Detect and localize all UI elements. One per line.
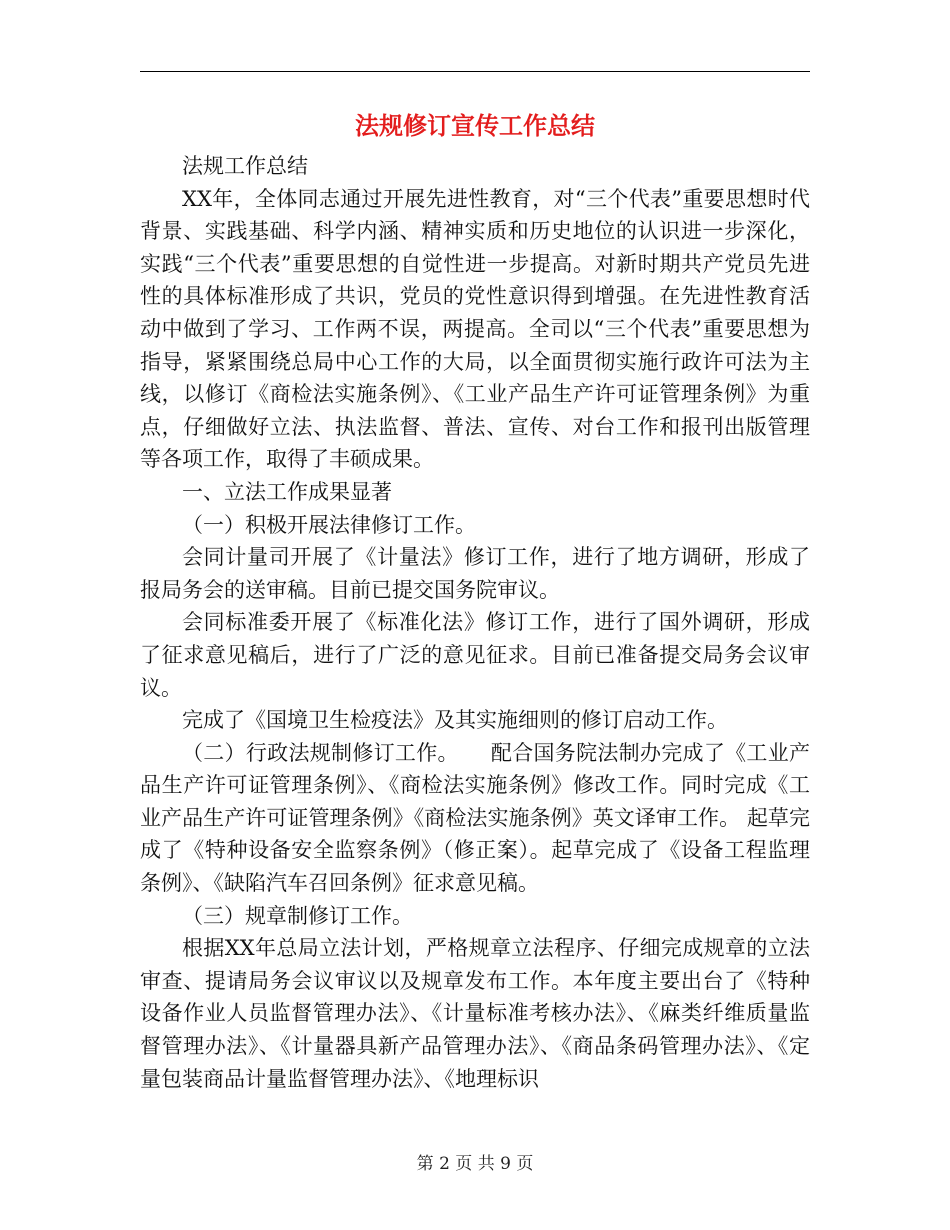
subsection-heading: （一）积极开展法律修订工作。 <box>182 512 476 537</box>
paragraph-subtitle: 法规工作总结 <box>182 154 308 178</box>
paragraph: （二）行政法规制修订工作。 配合国务院法制办完成了《工业产品生产许可证管理条例》、《商检法实施条例》修改工作。同时完成《工业产品生产许可证管理条例》《商检法实施条例》英文译审工作。 起草完成了《特种设备安全监察条例》（修正案）。起草完成了《设备工程监理条例》、《缺陷汽车召回条例》征求意见稿。 <box>140 740 810 896</box>
document-title: 法规修订宣传工作总结 <box>355 111 595 140</box>
subsection-heading: （三）规章制修订工作。 <box>182 903 413 928</box>
paragraph: 完成了《国境卫生检疫法》及其实施细则的修订启动工作。 <box>182 708 728 733</box>
paragraph: 会同标准委开展了《标准化法》修订工作，进行了国外调研，形成了征求意见稿后，进行了广泛的意见征求。目前已准备提交局务会议审议。 <box>140 610 810 700</box>
paragraph: 会同计量司开展了《计量法》修订工作，进行了地方调研，形成了报局务会的送审稿。目前已提交国务院审议。 <box>140 545 810 602</box>
page-number-footer: 第 2 页 共 9 页 <box>416 1154 534 1174</box>
document-body <box>140 150 810 1095</box>
header-rule <box>140 71 810 72</box>
section-heading: 一、立法工作成果显著 <box>182 479 392 504</box>
paragraph: 根据XX年总局立法计划，严格规章立法程序、仔细完成规章的立法审查、提请局务会议审议以及规章发布工作。本年度主要出台了《特种设备作业人员监督管理办法》、《计量标准考核办法》、《麻类纤维质量监督管理办法》、《计量器具新产品管理办法》、《商品条码管理办法》、《定量包装商品计量监督管理办法》、《地理标识 <box>140 936 810 1091</box>
paragraph: XX年，全体同志通过开展先进性教育，对“三个代表”重要思想时代背景、实践基础、科学内涵、精神实质和历史地位的认识进一步深化，实践“三个代表”重要思想的自觉性进一步提高。对新时期共产党员先进性的具体标准形成了共识，党员的党性意识得到增强。在先进性教育活动中做到了学习、工作两不误，两提高。全司以“三个代表”重要思想为指导，紧紧围绕总局中心工作的大局，以全面贯彻实施行政许可法为主线，以修订《商检法实施条例》、《工业产品生产许可证管理条例》为重点，仔细做好立法、执法监督、普法、宣传、对台工作和报刊出版管理等各项工作，取得了丰硕成果。 <box>140 186 810 472</box>
